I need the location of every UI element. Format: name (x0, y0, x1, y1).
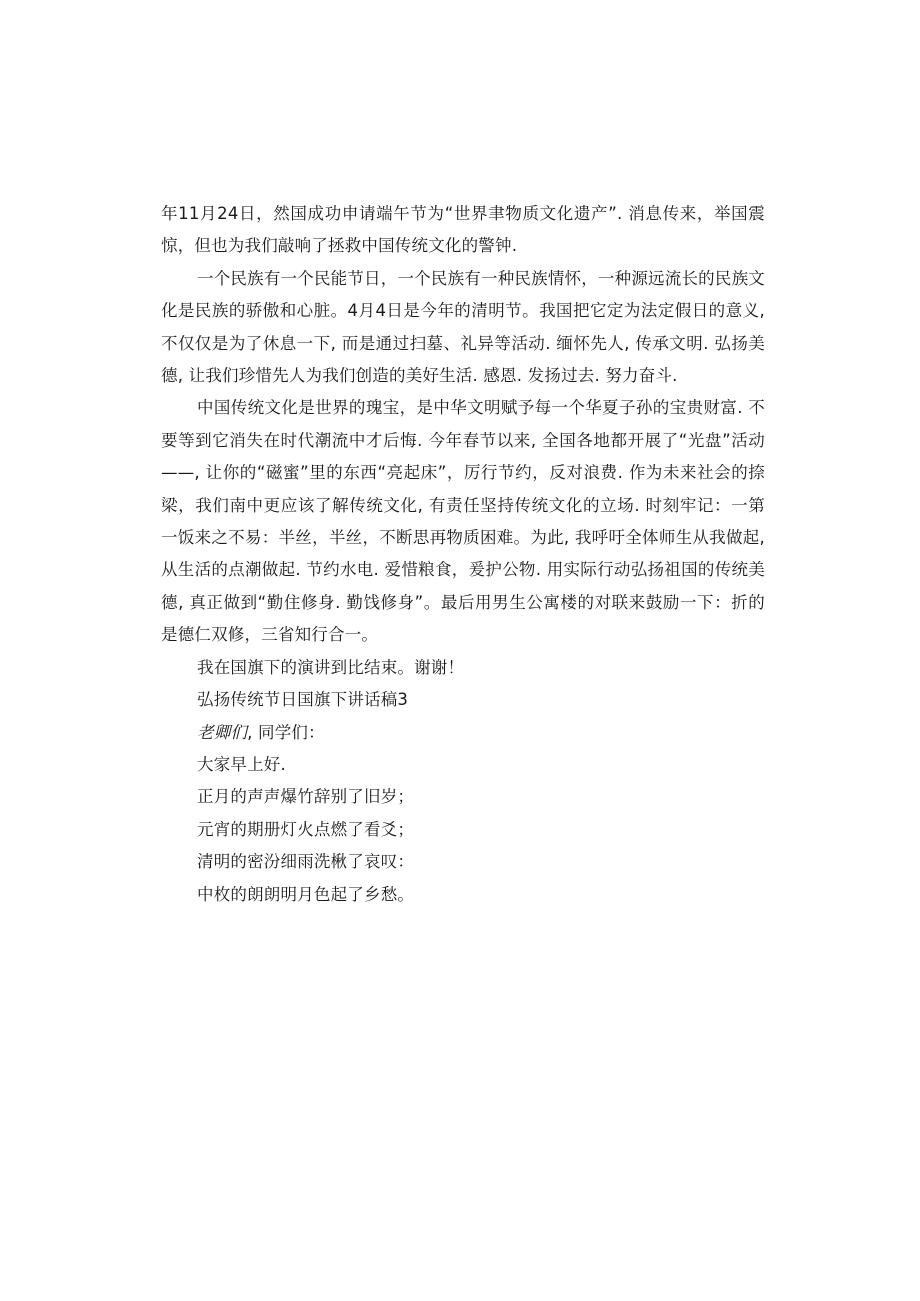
verse-line-3: 清明的密汾细雨洗楸了哀叹： (197, 852, 415, 872)
paragraph-national-spirit: 一个民族有一个民能节日，一个民族有一种民族情怀，一种源远流长的民族文化是民族的骄傲和心脏。4月4日是今年的清明节。我国把它定为法定假日的意义, 不仅仅是为了休息一下, 而是通过扫墓、礼异等活动. 缅怀先人, 传承文明. 弘扬美德, 让我们珍惜先人为我们创造的美好生活. 感恩. 发扬过去. 努力奋斗. (161, 268, 765, 386)
salutation-students: , 同学们： (247, 722, 325, 742)
verse-line-1: 正月的声声爆竹辞别了旧岁； (197, 787, 415, 807)
paragraph-festival-heritage: 年11月24日，然国成功申请端午节为“世界聿物质文化遗产”. 消息传来，举国震惊，但也为我们敲响了拯救中国传统文化的警钟. (161, 204, 765, 256)
greeting: 大家早上好. (197, 754, 286, 774)
closing-line: 我在国旗下的演讲到比结束。谢谢！ (197, 657, 465, 677)
speech-title-3: 弘扬传统节日国旗下讲话稿3 (197, 690, 409, 710)
paragraph-traditional-culture: 中国传统文化是世界的瑰宝，是中华文明赋予每一个华夏子孙的宝贵财富. 不要等到它消失在时代潮流中才后悔. 今年春节以来, 全国各地都开展了“光盘”活动——, 让你的“磁蜜”里的东西“亮起床”，厉行节约，反对浪费. 作为未来社会的捺梁，我们南中更应该了解传统文化, 有责任坚持传统文化的立场. 时刻牢记：一第一饭来之不易：半丝，半丝，不断思再物质困难。为此, 我呼吁全体师生从我做起, 从生活的点潮做起. 节约水电. 爱惜粮食，爰护公物. 用实际行动弘扬祖国的传统美德, 真正做到“勤住修身. 勤饯修身”。最后用男生公寓楼的对联来鼓励一下：折的是德仁双修，三省知行合一。 (161, 398, 765, 645)
verse-line-2: 元宵的期册灯火点燃了看爻； (197, 819, 415, 839)
salutation (161, 717, 765, 749)
document-body (161, 198, 765, 911)
verse-line-4: 中枚的朗朗明月色起了乡愁。 (197, 884, 415, 904)
salutation-teachers: 老卿们 (197, 722, 248, 742)
